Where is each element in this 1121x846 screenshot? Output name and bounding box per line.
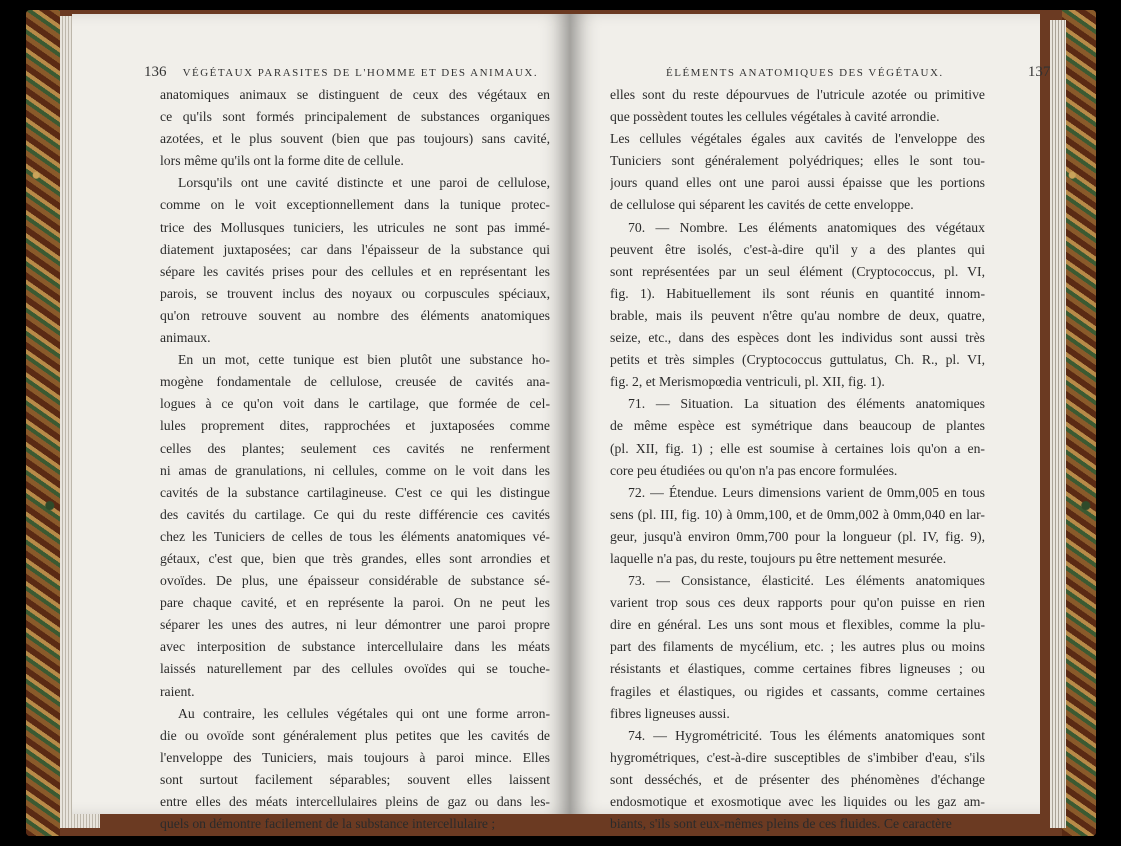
text-line: logues à ce qu'on voit dans le cartilage, que formée de cel-: [160, 396, 550, 412]
left-page-number: 136: [144, 64, 167, 80]
text-line: geur, jusqu'à environ 0mm,700 pour la longueur (pl. IV, fig. 9),: [610, 528, 985, 544]
text-line: quels on démontre facilement de la substance intercellulaire ;: [160, 816, 496, 832]
text-line: petits et très simples (Cryptococcus guttulatus, Ch. R., pl. VI,: [610, 352, 985, 368]
text-line: résistants et élastiques, comme certaines fibres ligneuses ; ou: [610, 661, 985, 677]
text-line: ce qu'ils sont formés principalement de substances organiques: [160, 109, 550, 125]
text-line: qu'on retrouve souvent au nombre des éléments anatomiques: [160, 307, 550, 323]
text-line: fibres ligneuses aussi.: [610, 705, 730, 721]
text-line: fig. 1). Habituellement ils sont réunis en quantité innom-: [610, 285, 985, 301]
text-line: celles des plantes; seulement ces cavités ne renferment: [160, 440, 550, 456]
text-line: diatement juxtaposées; car dans l'épaisseur de la substance qui: [160, 241, 550, 257]
text-line: part des filaments de mycélium, etc. ; les autres plus ou moins: [610, 639, 985, 655]
text-line: sépare les cavités prises pour des cellules et en représentant les: [160, 263, 550, 279]
text-line: que possèdent toutes les cellules végétales à cavité arrondie.: [610, 109, 940, 125]
text-line: Au contraire, les cellules végétales qui ont une forme arron-: [178, 705, 550, 721]
text-line: gétaux, c'est que, bien que très grandes, elles sont arrondies et: [160, 550, 550, 566]
text-line: elles sont du reste dépourvues de l'utricule azotée ou primitive: [610, 87, 985, 102]
text-line: endosmotique et exosmotique avec les liquides ou les gaz am-: [610, 794, 985, 809]
text-line: laquelle n'a pas, du reste, toujours pu être nettement mesurée.: [610, 550, 947, 566]
text-line: avec interposition de substance intercellulaire dans les méats: [160, 639, 550, 655]
right-running-head: ÉLÉMENTS ANATOMIQUES DES VÉGÉTAUX.: [666, 67, 944, 79]
text-line: séparer les unes des autres, ni leur démontrer une paroi propre: [160, 617, 550, 633]
text-line: de même espèce est symétrique dans beaucoup de plantes: [610, 418, 985, 434]
text-line: hygrométriques, c'est-à-dire susceptibles de s'imbiber d'eau, s'ils: [610, 749, 985, 765]
left-body-text: [160, 84, 550, 835]
text-line: 70. — Nombre. Les éléments anatomiques des végétaux: [628, 219, 985, 235]
text-line: 74. — Hygrométricité. Tous les éléments anatomiques sont: [628, 727, 985, 743]
text-line: (pl. XII, fig. 1) ; elle est soumise à certaines lois qu'on a en-: [610, 440, 985, 456]
text-line: lules proprement dites, rapprochées et juxtaposées comme: [160, 418, 550, 434]
text-line: Lorsqu'ils ont une cavité distincte et une paroi de cellulose,: [178, 175, 550, 191]
text-line: anatomiques animaux se distinguent de ceux des végétaux en: [160, 87, 550, 102]
left-running-head: VÉGÉTAUX PARASITES DE L'HOMME ET DES ANIMAUX.: [182, 67, 539, 79]
text-line: Les cellules végétales égales aux cavités de l'enveloppe des: [610, 131, 985, 147]
text-line: varient trop sous ces deux rapports pour qu'on puisse en rien: [610, 595, 985, 611]
text-line: 71. — Situation. La situation des éléments anatomiques: [628, 396, 985, 412]
marbled-edge-left: [26, 10, 60, 836]
text-line: Tuniciers sont généralement polyédriques; elles le sont tou-: [610, 153, 985, 169]
text-line: animaux.: [160, 330, 211, 346]
text-line: sont représentées par un seul élément (Cryptococcus, pl. VI,: [610, 263, 985, 279]
text-line: sont surtout facilement séparables; souvent elles laissent: [160, 771, 550, 787]
right-running-header: [666, 64, 1050, 81]
text-line: brable, mais ils peuvent n'être qu'au nombre de deux, quatre,: [610, 307, 985, 323]
text-line: chez les Tuniciers de celles de tous les éléments anatomiques vé-: [160, 528, 550, 544]
page-edges-right: [1050, 20, 1066, 828]
text-line: azotées, et le plus souvent (bien que pas toujours) sans cavité,: [160, 131, 550, 147]
text-line: entre elles des méats intercellulaires pleins de gaz ou dans les-: [160, 794, 550, 809]
text-line: 72. — Étendue. Leurs dimensions varient de 0mm,005 en tous: [628, 484, 985, 500]
text-line: biants, s'ils sont eux-mêmes pleins de ces fluides. Ce caractère: [610, 816, 952, 832]
text-line: de cellulose qui séparent les cavités de cette enveloppe.: [610, 197, 914, 213]
right-page-number: 137: [1027, 64, 1051, 80]
text-line: core peu étudiées ou qu'on n'a pas encore formulées.: [610, 462, 898, 478]
text-line: die ou ovoïde sont généralement plus petites que les cavités de: [160, 727, 550, 743]
marbled-edge-right: [1062, 10, 1096, 836]
text-line: 73. — Consistance, élasticité. Les éléments anatomiques: [628, 573, 985, 589]
text-line: pare chaque cavité, et en représente la paroi. On ne peut les: [160, 595, 550, 611]
text-line: parois, se trouvent inclus des noyaux ou corpuscules spéciaux,: [160, 285, 550, 301]
text-line: fragiles et élastiques, ou rigides et cassants, comme certaines: [610, 683, 985, 699]
text-line: mogène fondamentale de cellulose, creusée de cavités ana-: [160, 374, 550, 390]
right-body-text: [610, 84, 985, 835]
text-line: fig. 2, et Merismopœdia ventriculi, pl. XII, fig. 1).: [610, 374, 885, 390]
text-line: dire en général. Les uns sont mous et flexibles, comme la plu-: [610, 617, 985, 633]
text-line: ni amas de granulations, ni cellules, comme on le voit dans les: [160, 462, 550, 478]
left-page: [72, 14, 570, 832]
text-line: ovoïdes. De plus, une épaisseur considérable de substance sé-: [160, 573, 550, 589]
text-line: sens (pl. III, fig. 10) à 0mm,100, et de 0mm,002 à 0mm,040 en lar-: [610, 506, 985, 522]
text-line: En un mot, cette tunique est bien plutôt une substance ho-: [178, 352, 550, 368]
text-line: comme on le voit exceptionnellement dans la tunique protec-: [160, 197, 550, 213]
text-line: jours quand elles ont une paroi aussi épaisse que les portions: [610, 175, 985, 191]
text-line: lors même qu'ils ont la forme dite de cellule.: [160, 153, 404, 169]
text-line: cavités de la substance cartilagineuse. C'est ce qui les distingue: [160, 484, 550, 500]
text-line: laissés naturellement par des cellules ovoïdes qui se touche-: [160, 661, 550, 677]
text-line: seize, etc., dans des espèces dont les individus sont aussi très: [610, 330, 985, 346]
text-line: raient.: [160, 683, 195, 699]
text-line: sont desséchés, et de présenter des phénomènes d'échange: [610, 771, 985, 787]
text-line: peuvent être isolés, c'est-à-dire qu'il y a des plantes qui: [610, 241, 985, 257]
text-line: des cavités du cartilage. Ce qui du reste différencie ces cavités: [160, 506, 550, 522]
text-line: l'enveloppe des Tuniciers, mais toujours à paroi mince. Elles: [160, 749, 550, 765]
text-line: trice des Mollusques tuniciers, les utricules ne sont pas immé-: [160, 219, 550, 235]
left-running-header: [144, 64, 538, 81]
right-page: [570, 14, 1051, 832]
